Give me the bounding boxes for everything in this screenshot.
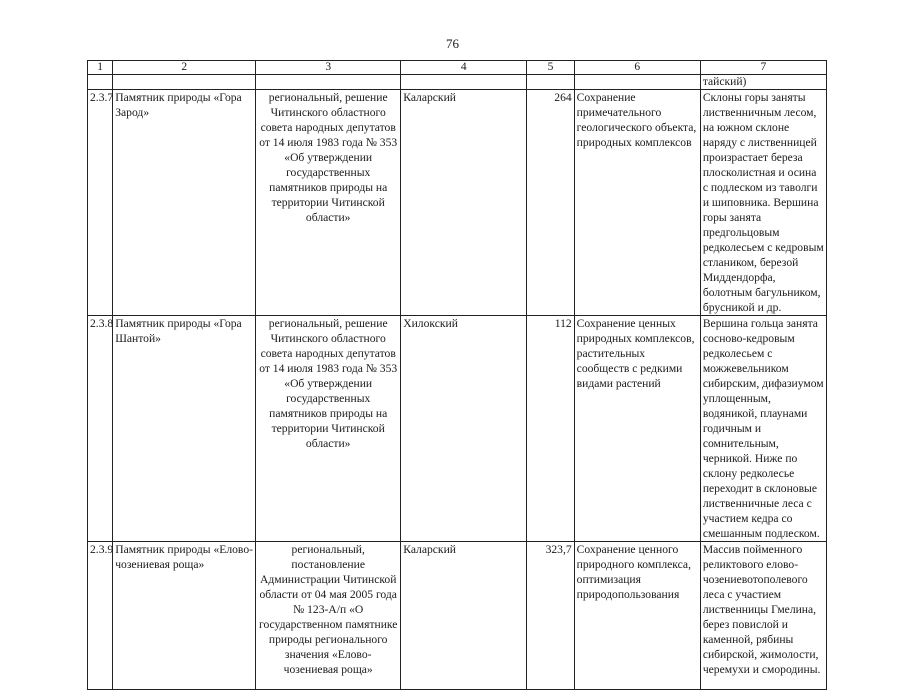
- row-number: 2.3.9: [88, 542, 113, 690]
- row-description: Вершина гольца занята сосново-кедровым редколесьем с можжевельником сибирским, дифазиумом уплощенным, водяникой, плаунами годичным и сомнительным, черникой. Ниже по склону редколесье переходит в склоновые лиственничные леса с участием кедра со смешанным подлеском.: [700, 316, 826, 542]
- row-purpose: Сохранение ценного природного комплекса, оптимизация природопользования: [574, 542, 700, 690]
- page-number: 76: [446, 36, 459, 51]
- protected-areas-table: [87, 60, 827, 690]
- row-description: Склоны горы заняты лиственничным лесом, на южном склоне наряду с лиственницей произрастает береза плосколистная и осина с подлеском из таволги и шиповника. Вершина горы занята предгольцовым редколесьем с кедровым стлаником, березой Миддендорфа, болотным багульником, брусникой и др.: [700, 90, 826, 316]
- row-purpose: Сохранение примечательного геологического объекта, природных комплексов: [574, 90, 700, 316]
- table-row: [88, 316, 827, 542]
- row-number: 2.3.8: [88, 316, 113, 542]
- table-row: [88, 90, 827, 316]
- row-status: региональный, решение Читинского областного совета народных депутатов от 14 июля 1983 года № 353 «Об утверждении государственных памятников природы на территории Читинской области»: [256, 90, 401, 316]
- row-status: региональный, решение Читинского областного совета народных депутатов от 14 июля 1983 года № 353 «Об утверждении государственных памятников природы на территории Читинской области»: [256, 316, 401, 542]
- header-col-3: 3: [256, 61, 401, 75]
- continuation-text: тайский): [700, 75, 826, 90]
- header-col-4: 4: [401, 61, 527, 75]
- row-name: Памятник природы «Гора Шантой»: [113, 316, 256, 542]
- row-district: Хилокский: [401, 316, 527, 542]
- continuation-row: [88, 75, 827, 90]
- row-area: 112: [527, 316, 574, 542]
- row-status: региональный, постановление Администрации Читинской области от 04 мая 2005 года № 123-А/п «О государственном памятнике природы регионального значения «Елово-чозениевая роща»: [256, 542, 401, 690]
- row-area: 323,7: [527, 542, 574, 690]
- header-col-7: 7: [700, 61, 826, 75]
- row-district: Каларский: [401, 542, 527, 690]
- row-area: 264: [527, 90, 574, 316]
- row-purpose: Сохранение ценных природных комплексов, растительных сообществ с редкими видами растений: [574, 316, 700, 542]
- table-row: [88, 542, 827, 690]
- header-col-2: 2: [113, 61, 256, 75]
- header-col-1: 1: [88, 61, 113, 75]
- row-name: Памятник природы «Гора Зарод»: [113, 90, 256, 316]
- row-district: Каларский: [401, 90, 527, 316]
- row-name: Памятник природы «Елово-чозениевая роща»: [113, 542, 256, 690]
- table-header-row: [88, 61, 827, 75]
- row-number: 2.3.7: [88, 90, 113, 316]
- header-col-5: 5: [527, 61, 574, 75]
- row-description: Массив пойменного реликтового елово-чозениевотополевого леса с участием лиственницы Гмелина, берез повислой и каменной, рябины сибирской, жимолости, черемухи и смородины.: [700, 542, 826, 690]
- header-col-6: 6: [574, 61, 700, 75]
